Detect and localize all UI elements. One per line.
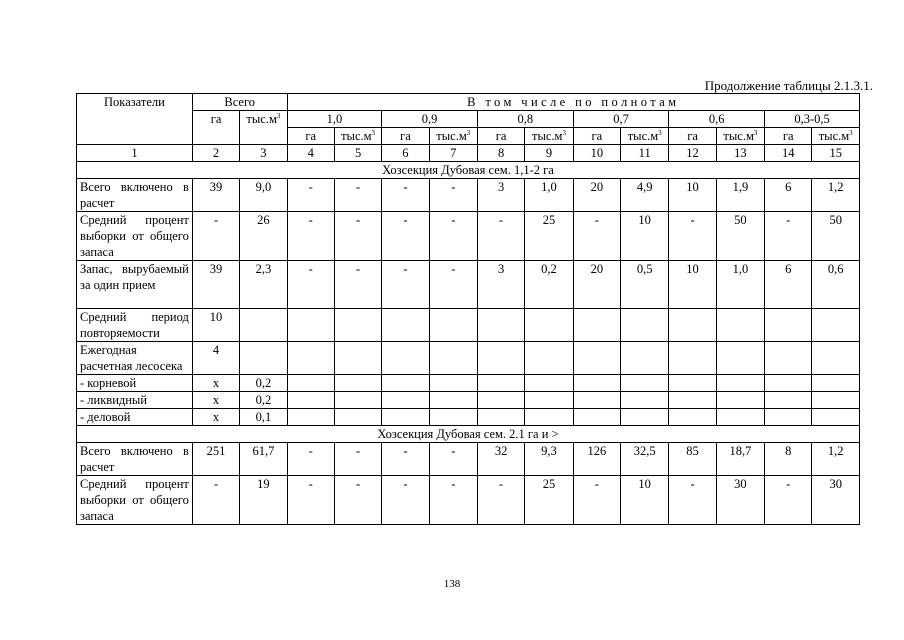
unit-vol: $тыс.м^3$ (429, 128, 477, 145)
table-cell (621, 392, 669, 409)
unit-ha: га (477, 128, 524, 145)
page-number: 138 (443, 578, 461, 590)
table-cell (621, 342, 669, 375)
table-cell: 50 (716, 212, 764, 261)
table-row (77, 443, 860, 476)
table-cell: - (429, 179, 477, 212)
table-cell: - (669, 476, 716, 525)
table-row (77, 375, 860, 392)
table-cell (287, 309, 334, 342)
header-total: Всего (192, 94, 287, 111)
table-cell: 61,7 (240, 443, 287, 476)
column-number: 10 (573, 145, 620, 162)
table-row (77, 342, 860, 375)
column-number: 14 (765, 145, 812, 162)
table-cell: 30 (716, 476, 764, 525)
table-cell: 30 (812, 476, 860, 525)
header-density-0-8: 0,8 (477, 111, 573, 128)
table-cell: 10 (621, 476, 669, 525)
table-cell (477, 392, 524, 409)
column-number: 4 (287, 145, 334, 162)
table-cell: 3 (477, 179, 524, 212)
row-label: Средний процент выборки от общего запаса (77, 212, 193, 261)
table-cell (812, 392, 860, 409)
table-cell (525, 309, 573, 342)
table-cell: 10 (669, 179, 716, 212)
table-cell (477, 309, 524, 342)
table-cell: 50 (812, 212, 860, 261)
table-cell (334, 375, 381, 392)
table-cell: 10 (621, 212, 669, 261)
row-label: Средний период повторяемости (77, 309, 193, 342)
table-cell (716, 392, 764, 409)
column-number: 13 (716, 145, 764, 162)
table-cell: 2,3 (240, 261, 287, 309)
column-number: 11 (621, 145, 669, 162)
table-cell: 18,7 (716, 443, 764, 476)
table-cell: - (334, 212, 381, 261)
table-cell (573, 392, 620, 409)
table-row (77, 476, 860, 525)
unit-ha: га (573, 128, 620, 145)
table-cell (669, 375, 716, 392)
table-cell: - (382, 476, 429, 525)
table-cell: 20 (573, 261, 620, 309)
table-cell (334, 392, 381, 409)
header-density-0-3-0-5: 0,3-0,5 (765, 111, 860, 128)
unit-ha: га (382, 128, 429, 145)
table-cell (382, 409, 429, 426)
column-number: 2 (192, 145, 239, 162)
table-cell (525, 342, 573, 375)
table-cell (621, 409, 669, 426)
unit-vol: $тыс.м^3$ (716, 128, 764, 145)
table-cell: 8 (765, 443, 812, 476)
table-cell (287, 375, 334, 392)
table-cell (573, 342, 620, 375)
table-cell (382, 309, 429, 342)
table-cell (240, 342, 287, 375)
table-cell: - (287, 443, 334, 476)
table-cell: 39 (192, 179, 239, 212)
table-cell (765, 342, 812, 375)
table-cell: х (192, 392, 239, 409)
table-cell (812, 375, 860, 392)
section-title: Хозсекция Дубовая сем. 2.1 га и > (77, 426, 860, 443)
table-cell: 19 (240, 476, 287, 525)
table-cell (573, 375, 620, 392)
row-label: - корневой (77, 375, 193, 392)
row-label: - деловой (77, 409, 193, 426)
table-cell: 251 (192, 443, 239, 476)
table-cell: - (765, 476, 812, 525)
table-cell: 85 (669, 443, 716, 476)
table-cell (240, 309, 287, 342)
table-cell: 32,5 (621, 443, 669, 476)
table-cell: 39 (192, 261, 239, 309)
column-number: 5 (334, 145, 381, 162)
table-cell (812, 309, 860, 342)
table-cell: 0,5 (621, 261, 669, 309)
table-cell: - (334, 179, 381, 212)
table-cell: 20 (573, 179, 620, 212)
table-cell: 0,2 (240, 392, 287, 409)
table-cell: 6 (765, 261, 812, 309)
table-cell: - (573, 212, 620, 261)
table-cell: - (334, 476, 381, 525)
unit-ha: га (765, 128, 812, 145)
table-cell: 0,1 (240, 409, 287, 426)
table-cell (669, 392, 716, 409)
table-cell: 1,9 (716, 179, 764, 212)
header-density-0-9: 0,9 (382, 111, 478, 128)
table-cell: 0,2 (240, 375, 287, 392)
table-cell: 1,0 (525, 179, 573, 212)
table-cell: - (765, 212, 812, 261)
table-cell (812, 342, 860, 375)
table-cell: х (192, 375, 239, 392)
table-cell: 4,9 (621, 179, 669, 212)
table-cell (621, 309, 669, 342)
table-cell: 10 (192, 309, 239, 342)
table-cell: 9,3 (525, 443, 573, 476)
table-cell: 6 (765, 179, 812, 212)
table-row (77, 212, 860, 261)
table-cell (334, 342, 381, 375)
data-table (76, 93, 860, 525)
unit-vol: $тыс.м^3$ (525, 128, 573, 145)
table-cell: 32 (477, 443, 524, 476)
row-label: Ежегодная расчетная лесосека (77, 342, 193, 375)
table-cell (334, 309, 381, 342)
table-cell (477, 409, 524, 426)
table-cell: 26 (240, 212, 287, 261)
table-cell: 0,6 (812, 261, 860, 309)
row-label: Запас, вырубаемый за один прием (77, 261, 193, 309)
table-cell (716, 375, 764, 392)
table-cell: - (573, 476, 620, 525)
table-cell (429, 392, 477, 409)
table-row (77, 309, 860, 342)
unit-vol: $тыс.м^3$ (812, 128, 860, 145)
table-cell (287, 409, 334, 426)
table-cell (765, 392, 812, 409)
table-cell (382, 392, 429, 409)
header-total-ha: га (192, 111, 239, 145)
header-by-density: В том числе по полнотам (287, 94, 859, 111)
table-cell (382, 375, 429, 392)
table-cell: - (429, 212, 477, 261)
table-cell (477, 342, 524, 375)
unit-ha: га (287, 128, 334, 145)
table-cell: - (287, 212, 334, 261)
table-cell: - (429, 476, 477, 525)
table-cell: - (287, 261, 334, 309)
table-cell (573, 409, 620, 426)
row-label: - ликвидный (77, 392, 193, 409)
table-cell (525, 409, 573, 426)
table-cell (669, 409, 716, 426)
table-cell (334, 409, 381, 426)
table-cell (287, 342, 334, 375)
table-cell: - (669, 212, 716, 261)
table-cell: 9,0 (240, 179, 287, 212)
table-row (77, 261, 860, 309)
column-number: 9 (525, 145, 573, 162)
table-cell: 1,2 (812, 179, 860, 212)
column-number: 7 (429, 145, 477, 162)
header-density-0-7: 0,7 (573, 111, 669, 128)
table-cell: - (334, 443, 381, 476)
table-cell: - (477, 476, 524, 525)
table-cell: 25 (525, 212, 573, 261)
table-cell: 126 (573, 443, 620, 476)
unit-vol: $тыс.м^3$ (621, 128, 669, 145)
row-label: Всего включено в расчет (77, 443, 193, 476)
column-number: 3 (240, 145, 287, 162)
section-title: Хозсекция Дубовая сем. 1,1-2 га (77, 162, 860, 179)
table-cell (477, 375, 524, 392)
table-cell: - (382, 179, 429, 212)
table-cell (669, 342, 716, 375)
table-cell: 0,2 (525, 261, 573, 309)
table-cell (525, 392, 573, 409)
table-cell: 1,2 (812, 443, 860, 476)
table-cell (765, 409, 812, 426)
table-cell (429, 375, 477, 392)
table-cell (812, 409, 860, 426)
column-number: 1 (77, 145, 193, 162)
table-cell: - (382, 443, 429, 476)
table-cell (429, 409, 477, 426)
table-cell (621, 375, 669, 392)
table-cell: - (382, 212, 429, 261)
header-indicators: Показатели (77, 94, 193, 145)
column-number: 6 (382, 145, 429, 162)
header-density-1-0: 1,0 (287, 111, 382, 128)
row-label: Всего включено в расчет (77, 179, 193, 212)
unit-ha: га (669, 128, 716, 145)
header-density-0-6: 0,6 (669, 111, 765, 128)
table-row (77, 409, 860, 426)
table-cell (429, 309, 477, 342)
table-cell (716, 309, 764, 342)
column-number: 12 (669, 145, 716, 162)
table-cell (287, 392, 334, 409)
table-cell: - (429, 261, 477, 309)
table-cell (573, 309, 620, 342)
table-cell (765, 309, 812, 342)
table-cell (669, 309, 716, 342)
table-cell: - (287, 179, 334, 212)
table-cell (525, 375, 573, 392)
table-cell (382, 342, 429, 375)
table-cell: 10 (669, 261, 716, 309)
table-cell: 1,0 (716, 261, 764, 309)
row-label: Средний процент выборки от общего запаса (77, 476, 193, 525)
column-number: 15 (812, 145, 860, 162)
table-cell: 25 (525, 476, 573, 525)
table-cell (429, 342, 477, 375)
table-cell: - (477, 212, 524, 261)
table-cell (765, 375, 812, 392)
table-cell: 4 (192, 342, 239, 375)
table-cell: - (192, 476, 239, 525)
table-row (77, 179, 860, 212)
table-cell: - (192, 212, 239, 261)
table-cell: х (192, 409, 239, 426)
table-cell: - (429, 443, 477, 476)
table-cell: - (334, 261, 381, 309)
unit-vol: $тыс.м^3$ (334, 128, 381, 145)
column-number: 8 (477, 145, 524, 162)
table-caption: Продолжение таблицы 2.1.3.1. (704, 78, 873, 93)
table-cell (716, 342, 764, 375)
header-total-vol: $тыс.м^3$ (240, 111, 287, 145)
table-row (77, 392, 860, 409)
table-cell (716, 409, 764, 426)
table-cell: - (287, 476, 334, 525)
table-cell: - (382, 261, 429, 309)
table-cell: 3 (477, 261, 524, 309)
